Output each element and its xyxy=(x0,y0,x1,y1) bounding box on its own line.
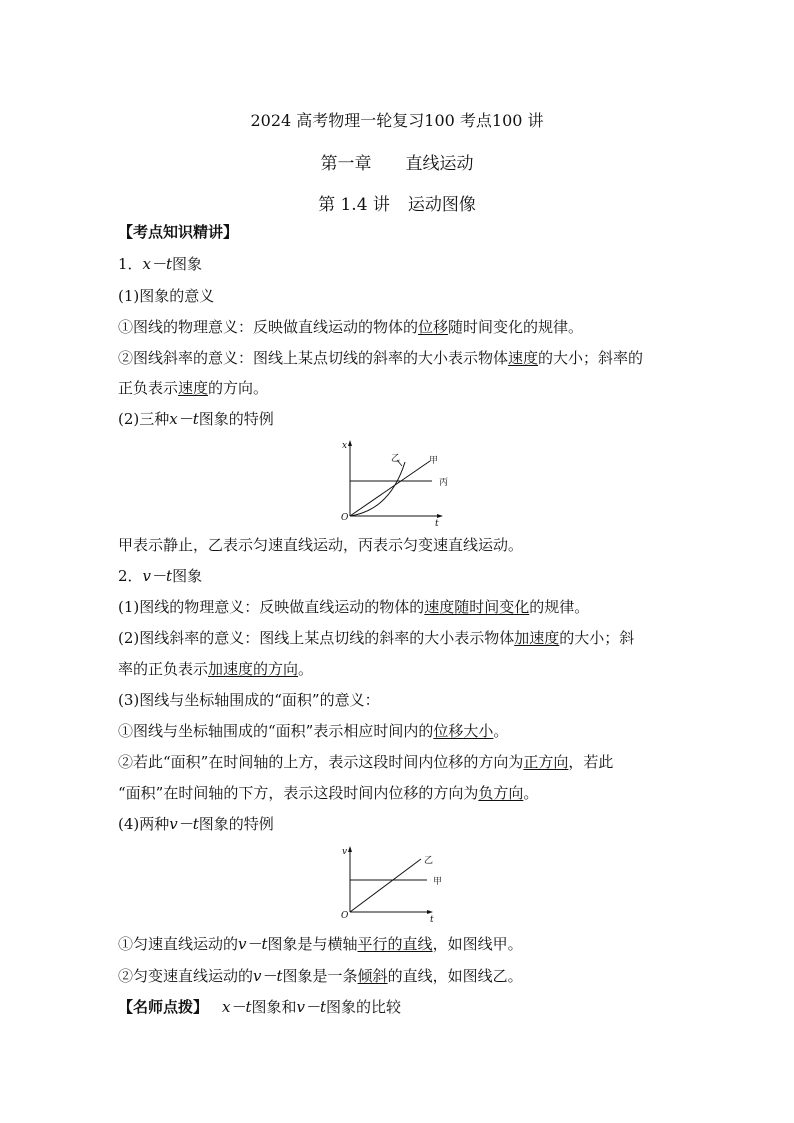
chapter-heading xyxy=(0,149,794,174)
part1-sub2 xyxy=(118,409,274,429)
xt-origin-label: O xyxy=(341,513,349,523)
text: 图象的特例 xyxy=(198,815,274,833)
xt-caption: 甲表示静止，乙表示匀速直线运动，丙表示匀变速直线运动。 xyxy=(118,536,524,554)
part2-line7 xyxy=(118,783,538,803)
underlined-term: 速度 xyxy=(508,349,539,367)
text: 正负表示 xyxy=(118,379,179,397)
part2-line5 xyxy=(118,721,508,741)
text: 图象的特例 xyxy=(198,410,274,428)
vt-x-arrow xyxy=(427,910,433,914)
tip-heading xyxy=(118,997,401,1017)
var-text: v－t xyxy=(253,967,283,985)
vt-axis-label-v: v xyxy=(342,847,348,857)
text: “面积”在时间轴的下方，表示这段时间内位移的方向为 xyxy=(118,784,479,802)
xt-line-jia xyxy=(350,461,430,516)
underlined-term: 平行的直线 xyxy=(357,935,433,953)
part2-line8 xyxy=(118,934,523,954)
lecture-name: 运动图像 xyxy=(407,195,476,215)
document-title: 2024 高考物理一轮复习100 考点100 讲 xyxy=(250,111,544,130)
vt-label-jia: 甲 xyxy=(433,877,443,887)
var-text: v－t xyxy=(169,815,199,833)
part2-title: 图象 xyxy=(172,567,203,585)
text: 的大小；斜率的 xyxy=(538,349,644,367)
text: (1)图线的物理意义：反映做直线运动的物体的 xyxy=(118,598,425,616)
xt-label-jia: 甲 xyxy=(429,456,439,466)
part2-line4: (3)图线与坐标轴围成的“面积”的意义： xyxy=(118,691,380,709)
text: 的大小；斜 xyxy=(559,629,635,647)
text: 图象的比较 xyxy=(326,998,402,1016)
xt-x-arrow xyxy=(437,514,443,518)
part1-title: 图象 xyxy=(172,255,203,273)
part2-line2 xyxy=(118,628,634,648)
part2-line9 xyxy=(118,966,523,986)
part2-line3 xyxy=(118,659,313,679)
xt-curve-yi xyxy=(350,462,405,516)
part2-num: 2． xyxy=(118,567,143,585)
part2-line6 xyxy=(118,752,613,772)
xt-graph-figure xyxy=(335,436,465,528)
part1-var: x－t xyxy=(142,255,173,273)
text: 。 xyxy=(523,784,539,802)
part2-line1 xyxy=(118,597,589,617)
text: 图象是与横轴 xyxy=(267,935,358,953)
underlined-term: 正方向 xyxy=(523,753,569,771)
text: ②图线斜率的意义：图线上某点切线的斜率的大小表示物体 xyxy=(118,349,509,367)
text: 图象和 xyxy=(251,998,297,1016)
lecture-prefix: 第 1.4 讲 xyxy=(318,195,390,215)
xt-label-yi: 乙 xyxy=(391,454,401,464)
xt-axis-label-x: x xyxy=(342,441,348,451)
part2-sub4 xyxy=(118,814,274,834)
text: ，如图线甲。 xyxy=(432,935,523,953)
part1-num: 1． xyxy=(118,255,143,273)
text: ①匀速直线运动的 xyxy=(118,935,239,953)
vt-y-arrow xyxy=(348,846,352,852)
part1-line3 xyxy=(118,378,268,398)
text: 图象是一条 xyxy=(282,967,358,985)
text: 。 xyxy=(493,722,509,740)
chapter-name: 直线运动 xyxy=(405,154,474,174)
text: ①图线的物理意义：反映做直线运动的物体的 xyxy=(118,318,419,336)
text: ，若此 xyxy=(568,753,614,771)
section-knowledge-heading: 【考点知识精讲】 xyxy=(118,223,239,241)
text: ①图线与坐标轴围成的“面积”表示相应时间内的 xyxy=(118,722,434,740)
part1-heading xyxy=(118,254,202,274)
vt-line-yi xyxy=(350,859,421,912)
text: ②若此“面积”在时间轴的上方，表示这段时间内位移的方向为 xyxy=(118,753,524,771)
vt-origin-label: O xyxy=(341,911,349,921)
text: ②匀变速直线运动的 xyxy=(118,967,254,985)
vt-label-yi: 乙 xyxy=(424,856,434,866)
underlined-term: 位移 xyxy=(418,318,449,336)
text: (4)两种 xyxy=(118,815,170,833)
text: 的直线，如图线乙。 xyxy=(387,967,523,985)
underlined-term: 速度随时间变化 xyxy=(424,598,530,616)
tip-label: 【名师点拨】 xyxy=(118,998,209,1016)
text: 率的正负表示 xyxy=(118,660,209,678)
var-text: x－t xyxy=(169,410,199,428)
xt-label-bing: 丙 xyxy=(439,478,449,488)
vt-axis-label-t: t xyxy=(430,915,434,925)
text: 。 xyxy=(298,660,314,678)
lecture-heading xyxy=(0,190,794,215)
part1-sub1: (1)图象的意义 xyxy=(118,287,215,305)
text: 的规律。 xyxy=(529,598,590,616)
text: (2)三种 xyxy=(118,410,170,428)
var-text: x－t xyxy=(222,998,252,1016)
part1-line1 xyxy=(118,317,583,337)
var-text: v－t xyxy=(238,935,268,953)
text: 的方向。 xyxy=(208,379,269,397)
part2-var: v－t xyxy=(142,567,173,585)
underlined-term: 位移大小 xyxy=(433,722,494,740)
underlined-term: 加速度 xyxy=(514,629,560,647)
underlined-term: 加速度的方向 xyxy=(208,660,299,678)
underlined-term: 负方向 xyxy=(478,784,524,802)
var-text: v－t xyxy=(296,998,327,1016)
text: 随时间变化的规律。 xyxy=(448,318,584,336)
xt-axis-label-t: t xyxy=(435,519,439,529)
xt-y-arrow xyxy=(348,440,352,446)
part1-line2 xyxy=(118,348,643,368)
chapter-prefix: 第一章 xyxy=(320,154,372,174)
part2-heading xyxy=(118,566,202,586)
underlined-term: 倾斜 xyxy=(357,967,388,985)
underlined-term: 速度 xyxy=(178,379,209,397)
vt-graph-figure xyxy=(335,842,455,924)
text: (2)图线斜率的意义：图线上某点切线的斜率的大小表示物体 xyxy=(118,629,515,647)
